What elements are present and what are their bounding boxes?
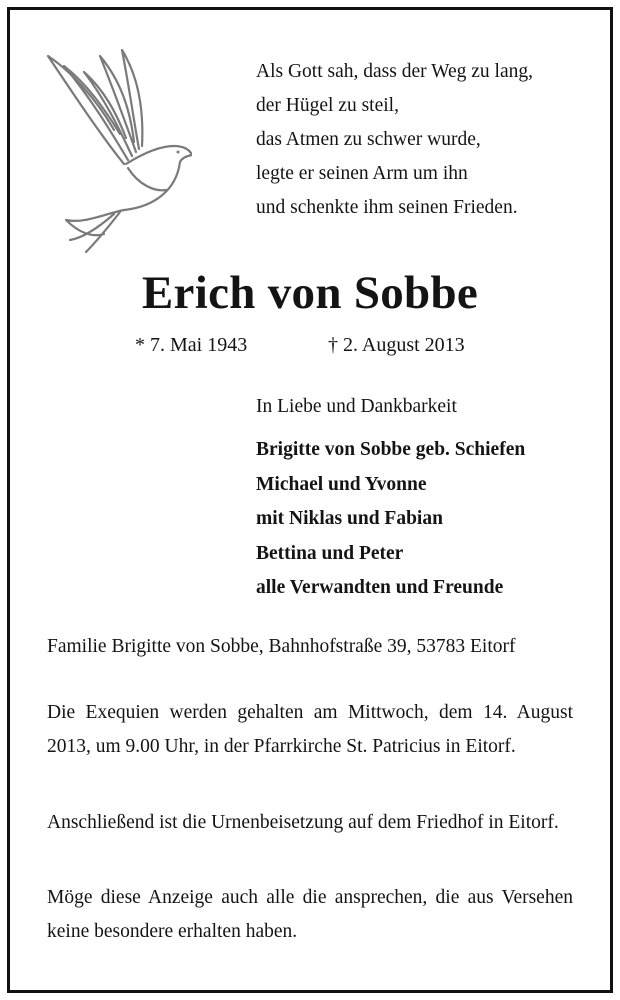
mourner-name: Michael und Yvonne (256, 473, 427, 495)
family-address: Familie Brigitte von Sobbe, Bahnhofstraße 39, 53783 Eitorf (47, 636, 516, 657)
birth-date: * 7. Mai 1943 (135, 334, 248, 356)
mourner-name: alle Verwandten und Freunde (256, 577, 504, 598)
funeral-service-paragraph: Die Exequien werden gehalten am Mittwoch, dem 14. August 2013, um 9.00 Uhr, in der Pfarrkirche St. Patricius in Eitorf. (47, 702, 573, 757)
closing-paragraph: Möge diese Anzeige auch alle die ansprechen, die aus Versehen keine besondere erhalten haben. (47, 887, 573, 942)
death-date: † 2. August 2013 (328, 334, 465, 356)
mourner-name: mit Niklas und Fabian (256, 508, 443, 529)
dove-icon (42, 42, 192, 257)
thanks-line: In Liebe und Dankbarkeit (256, 396, 457, 417)
mourner-name: Brigitte von Sobbe geb. Schiefen (256, 439, 526, 460)
poem-line: Als Gott sah, dass der Weg zu lang, (256, 61, 533, 82)
deceased-name: Erich von Sobbe (141, 267, 479, 319)
urn-burial-paragraph: Anschließend ist die Urnenbeisetzung auf dem Friedhof in Eitorf. (47, 812, 559, 833)
poem-line: und schenkte ihm seinen Frieden. (256, 197, 518, 218)
poem (256, 55, 586, 225)
mourner-name: Bettina und Peter (256, 542, 404, 564)
poem-line: das Atmen zu schwer wurde, (256, 129, 481, 150)
poem-line: der Hügel zu steil, (256, 95, 399, 116)
mourners-list (256, 433, 525, 606)
poem-line: legte er seinen Arm um ihn (256, 163, 468, 184)
